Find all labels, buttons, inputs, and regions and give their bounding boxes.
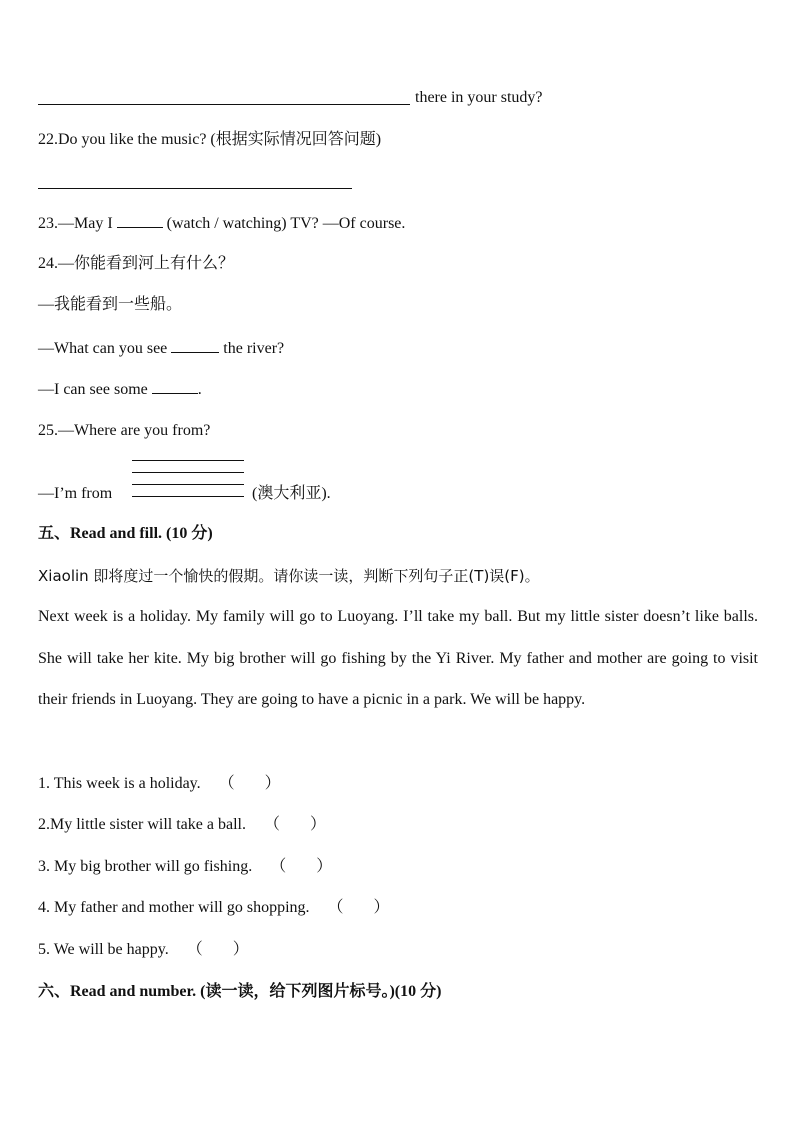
q25-line1: 25.—Where are you from?: [38, 422, 211, 439]
q24-line2: —我能看到一些船。: [38, 296, 183, 313]
item-3-text: 3. My big brother will go fishing.: [38, 858, 253, 875]
q24-line4-suffix: .: [197, 381, 202, 398]
q21-answer-line[interactable]: [38, 104, 410, 105]
section5-item-3: [38, 857, 332, 877]
q25-stack-line-4[interactable]: [132, 496, 244, 497]
item-4-paren-close: ）: [373, 899, 390, 916]
section5-heading: 五、Read and fill. (10 分): [38, 525, 213, 542]
q25-stack-line-3[interactable]: [132, 484, 244, 485]
q23-question: [38, 213, 405, 234]
q23-prefix: 23.—May I: [38, 215, 113, 232]
item-2-text: 2.My little sister will take a ball.: [38, 816, 246, 833]
item-2-paren-close: ）: [309, 816, 326, 833]
item-1-paren-close: ）: [264, 775, 281, 792]
q25-line2-prefix: —I’m from: [38, 485, 113, 502]
q24-line3: [38, 338, 284, 359]
q21-suffix: there in your study?: [415, 89, 543, 106]
item-1-text: 1. This week is a holiday.: [38, 775, 201, 792]
section5-instruction: Xiaolin 即将度过一个愉快的假期。请你读一读，判断下列句子正(T)误(F)。: [38, 567, 540, 585]
item-5-paren-open: （: [186, 941, 203, 958]
item-5-text: 5. We will be happy.: [38, 941, 169, 958]
section5-passage: Next week is a holiday. My family will go to Luoyang. I’ll take my ball. But my little sister doesn’t like balls. She will take her kite. My big brother will go fishing by the Yi River. My father and mother are going to visit their friends in Luoyang. They are going to have a picnic in a park. We will be happy.: [38, 608, 758, 708]
q24-line4: [38, 379, 202, 400]
q23-middle: (watch / watching) TV? —Of course.: [166, 215, 406, 232]
q24-blank-1[interactable]: [171, 338, 219, 353]
item-2-paren-open: （: [263, 816, 280, 833]
section5-item-5: [38, 940, 249, 960]
q24-line3-suffix: the river?: [223, 340, 285, 357]
q25-stack-line-2: [132, 472, 244, 473]
item-4-text: 4. My father and mother will go shopping.: [38, 899, 310, 916]
q24-line3-prefix: —What can you see: [38, 340, 168, 357]
q22-answer-line[interactable]: [38, 188, 352, 189]
q22-question: 22.Do you like the music? (根据实际情况回答问题): [38, 131, 382, 148]
q25-line2-suffix: (澳大利亚).: [252, 485, 331, 502]
q24-line1: 24.—你能看到河上有什么？: [38, 255, 235, 272]
q24-blank-2[interactable]: [152, 379, 198, 394]
item-3-paren-open: （: [270, 858, 287, 875]
item-3-paren-close: ）: [316, 858, 333, 875]
q25-stack-line-1: [132, 460, 244, 461]
section6-heading: 六、Read and number. (读一读，给下列图片标号。)(10 分): [38, 983, 442, 1000]
q23-blank[interactable]: [117, 213, 163, 228]
item-4-paren-open: （: [327, 899, 344, 916]
q24-line4-prefix: —I can see some: [38, 381, 148, 398]
item-1-paren-open: （: [218, 775, 235, 792]
section5-item-1: [38, 774, 281, 794]
section5-item-4: [38, 898, 390, 918]
item-5-paren-close: ）: [232, 941, 249, 958]
section5-item-2: [38, 815, 326, 835]
